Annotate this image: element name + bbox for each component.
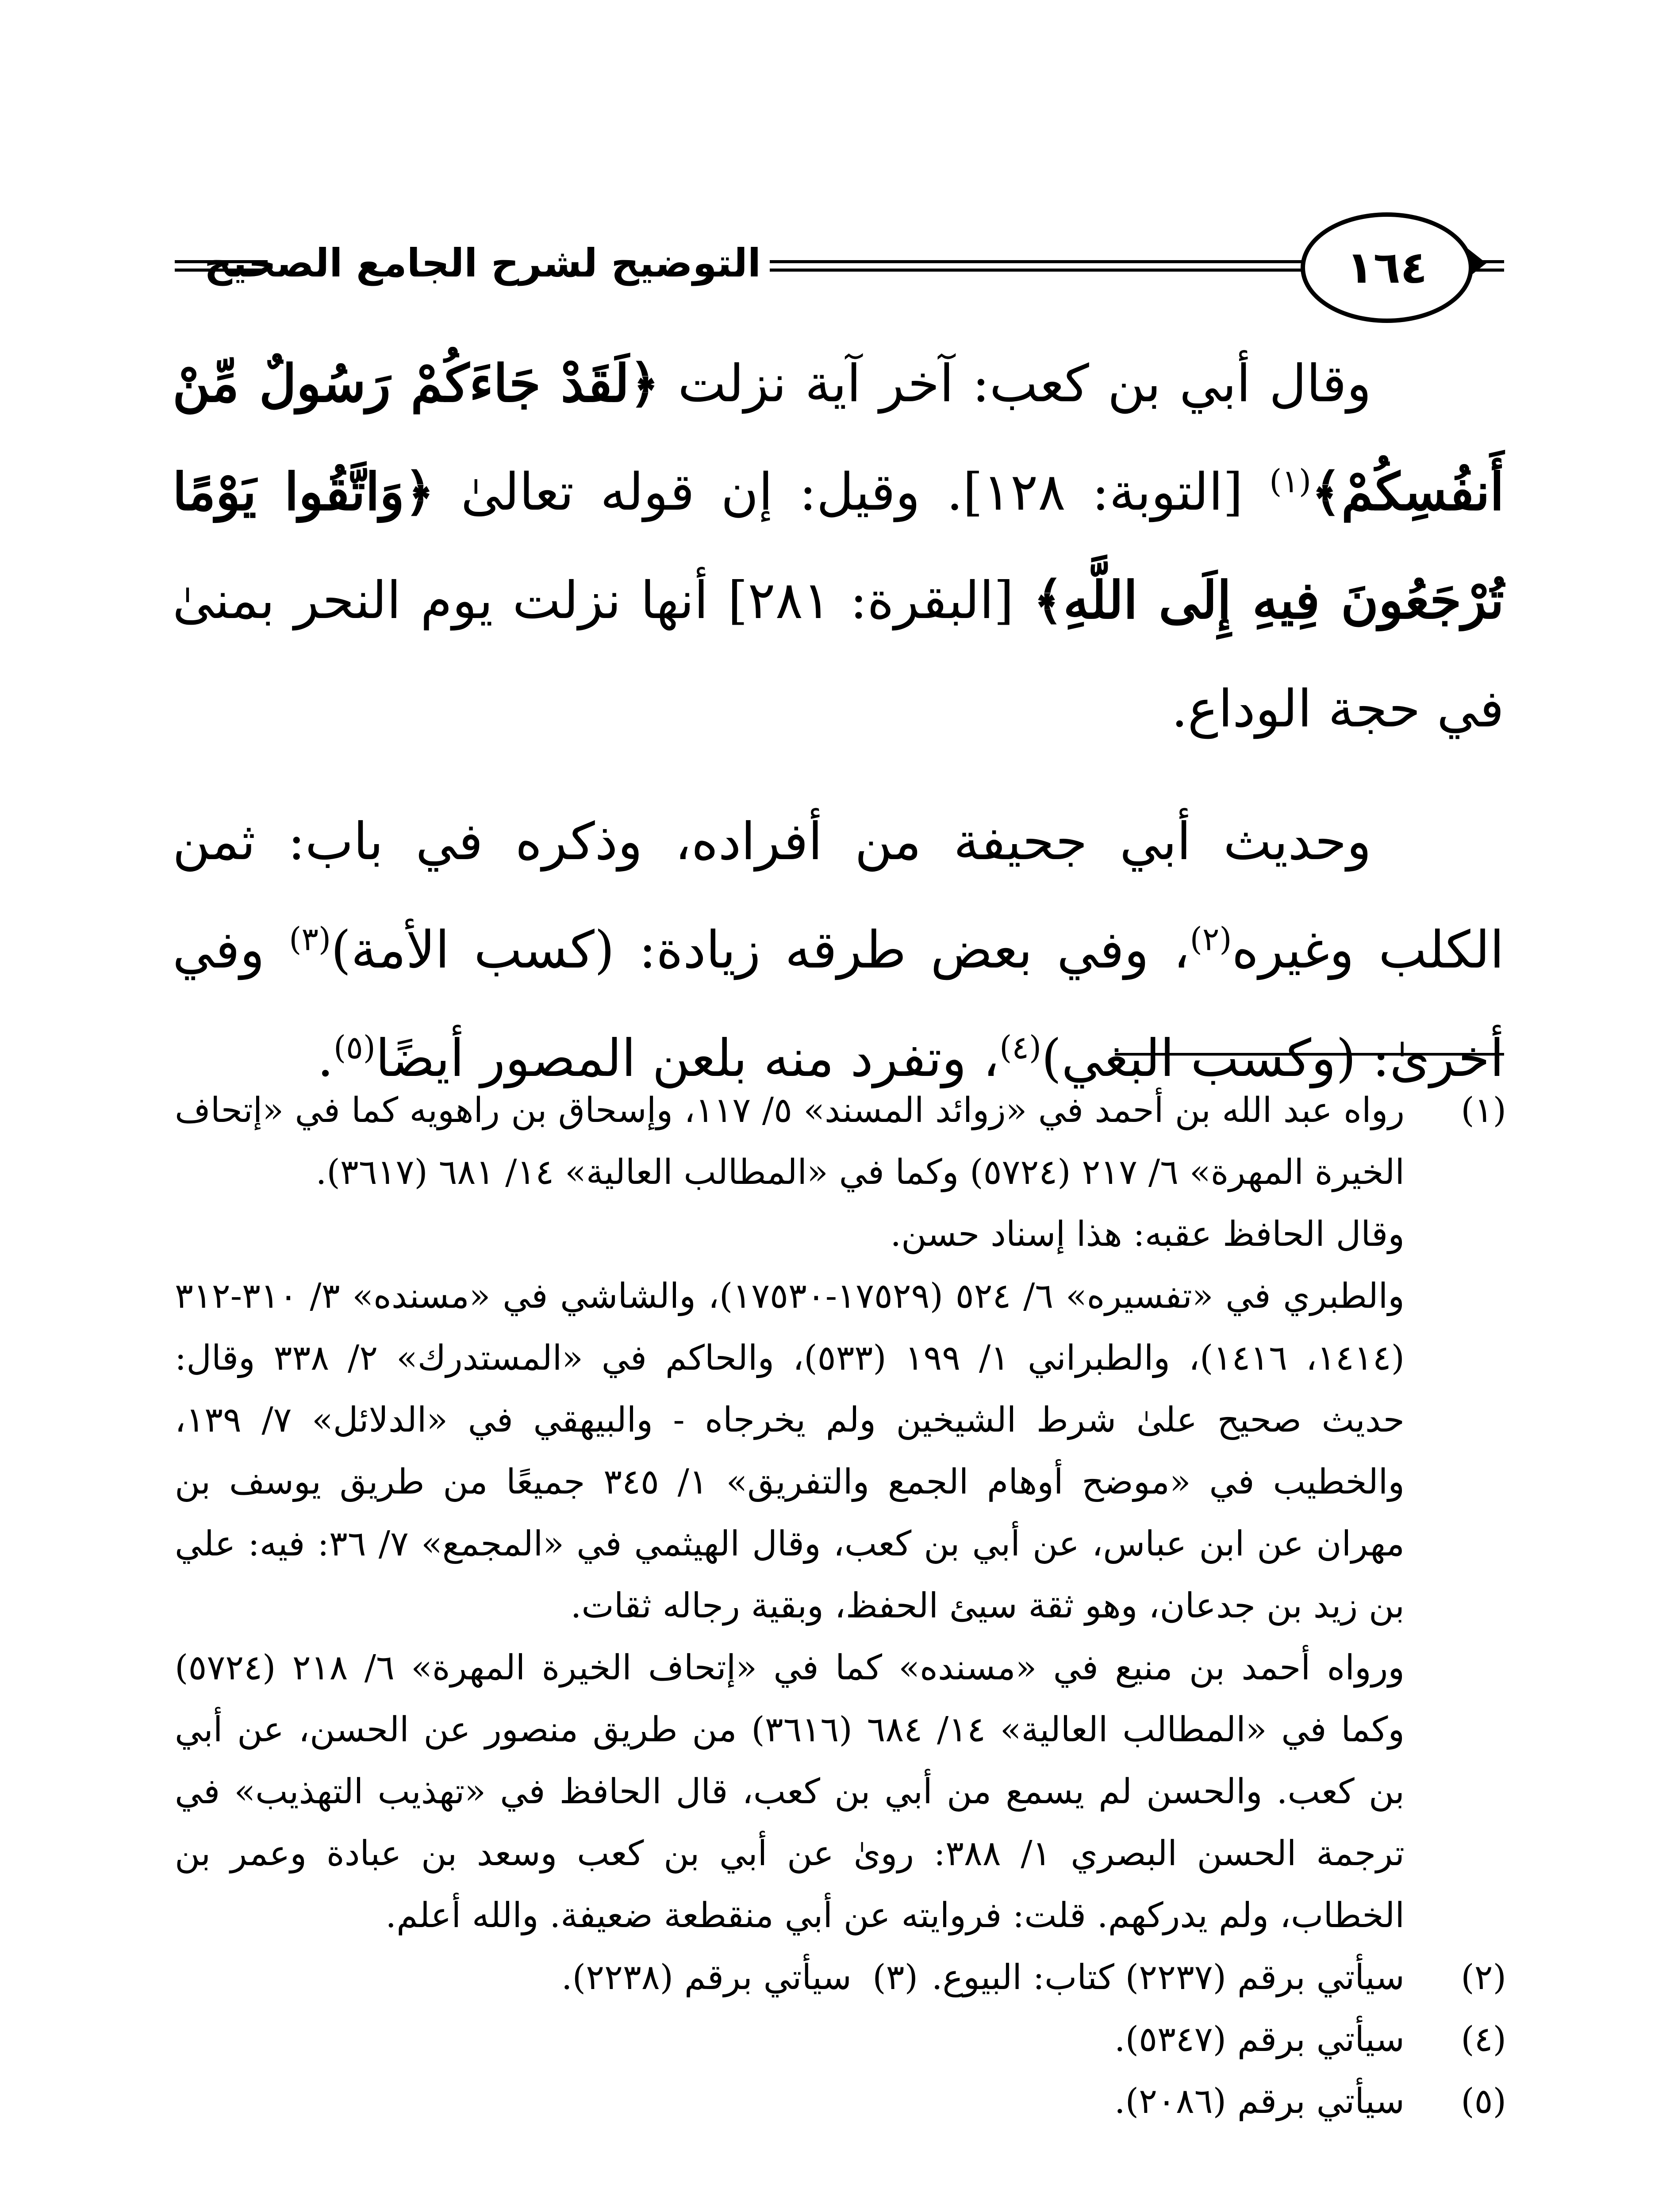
footnote-ref[interactable]: (٣) xyxy=(289,920,331,958)
footnote-line: والطبري في «تفسيره» ٦/ ٥٢٤ (١٧٥٢٩-١٧٥٣٠)، والشاشي في «مسنده» ٣/ ٣١٠-٣١٢ (١٤١٤، ١٤١٦)، والطبراني ١/ ١٩٩ (٥٣٣)، والحاكم في «المستدرك» ٢/ ٣٣٨ وقال: حديث صحيح علىٰ شرط الشيخين ولم يخرجاه - والبيهقي في «الدلائل» ٧/ ١٣٩، والخطيب في «موضح أوهام الجمع والتفريق» ١/ ٣٤٥ جميعًا من طريق يوسف بن مهران عن ابن عباس، عن أبي بن كعب، وقال الهيثمي في «المجمع» ٧/ ٣٦: فيه: علي بن زيد بن جدعان، وهو ثقة سيئ الحفظ، وبقية رجاله ثقات. xyxy=(175,1276,1405,1626)
footnotes xyxy=(175,1079,1506,2132)
footnote-line: ورواه أحمد بن منيع في «مسنده» كما في «إتحاف الخيرة المهرة» ٦/ ٢١٨ (٥٧٢٤) وكما في «المطالب العالية» ١٤/ ٦٨٤ (٣٦١٦) من طريق منصور عن الحسن، عن أبي بن كعب. والحسن لم يسمع من أبي بن كعب، قال الحافظ في «تهذيب التهذيب» في ترجمة الحسن البصري ١/ ٣٨٨: روىٰ عن أبي بن كعب وسعد بن عبادة وعمر بن الخطاب، ولم يدركهم. قلت: فروايته عن أبي منقطعة ضعيفة. والله أعلم. xyxy=(175,1648,1405,1936)
footnote-5 xyxy=(175,2070,1506,2132)
footnote-body: سيأتي برقم (٥٣٤٧). xyxy=(1114,2020,1405,2059)
text-run: ، وتفرد منه بلعن المصور أيضًا xyxy=(375,1029,1000,1088)
page-number: ١٦٤ xyxy=(1346,242,1428,293)
footnote-body: سيأتي برقم (٢٢٣٨). xyxy=(561,1958,852,1997)
footnote-mark: (١) xyxy=(1461,1091,1506,1130)
footnote-mark: (٣) xyxy=(872,1958,918,1997)
text-run: وفي أخرىٰ: (وكسب البغي) xyxy=(173,920,1504,1088)
running-title: التوضيح لشرح الجامع الصحيح xyxy=(204,240,761,286)
page-header xyxy=(0,0,1670,319)
paragraph-ubayy xyxy=(173,330,1504,763)
footnote-4 xyxy=(175,2008,1506,2070)
quran-verse: ﴿لَقَدْ جَاءَكُمْ رَسُولٌ مِّنْ أَنفُسِكُمْ﴾ xyxy=(173,353,1504,522)
footnote-ref[interactable]: (٥) xyxy=(333,1029,376,1066)
footnote-separator xyxy=(1115,1053,1504,1056)
footnote-1 xyxy=(175,1079,1506,1947)
footnote-ref[interactable]: (٢) xyxy=(1190,920,1232,958)
text-run: [التوبة: ١٢٨]. وقيل: إن قوله تعالىٰ xyxy=(434,462,1270,522)
text-run: ، وفي بعض طرقه زيادة: (كسب الأمة) xyxy=(331,920,1190,980)
main-text xyxy=(173,330,1504,1113)
footnote-body: سيأتي برقم (٢٢٣٧) كتاب: البيوع. xyxy=(931,1958,1405,1997)
paragraph-abu-juhayfa xyxy=(173,787,1504,1113)
footnotes-2-3 xyxy=(175,1947,1506,2008)
footnote-line: رواه عبد الله بن أحمد في «زوائد المسند» ٥/ ١١٧، وإسحاق بن راهويه كما في «إتحاف الخيرة المهرة» ٦/ ٢١٧ (٥٧٢٤) وكما في «المطالب العالية» ١٤/ ٦٨١ (٣٦١٧). xyxy=(175,1091,1405,1192)
quran-verse: ﴿وَاتَّقُوا يَوْمًا تُرْجَعُونَ فِيهِ إِلَى اللَّهِ﴾ xyxy=(173,462,1505,630)
footnote-ref[interactable]: (٤) xyxy=(999,1029,1042,1066)
text-run: [البقرة: ٢٨١] أنها نزلت يوم النحر بمنىٰ في حجة الوداع. xyxy=(173,571,1504,739)
footnote-body xyxy=(175,1079,1405,1947)
footnote-ref[interactable]: (١) xyxy=(1269,462,1312,500)
text-run: وحديث أبي جحيفة من أفراده، وذكره في باب: ثمن الكلب وغيره xyxy=(173,812,1505,980)
text-run: . xyxy=(317,1029,334,1088)
footnote-line: وقال الحافظ عقبه: هذا إسناد حسن. xyxy=(890,1214,1405,1254)
footnote-mark: (٢) xyxy=(1461,1958,1506,1997)
footnote-body: سيأتي برقم (٢٠٨٦). xyxy=(1114,2081,1405,2121)
footnote-mark: (٤) xyxy=(1461,2020,1506,2059)
page-number-badge xyxy=(1301,212,1473,323)
footnote-mark: (٥) xyxy=(1461,2081,1506,2121)
footnote-2 xyxy=(918,1947,1506,2008)
header-rule-middle xyxy=(770,260,1305,272)
text-run: وقال أبي بن كعب: آخر آية نزلت xyxy=(659,354,1371,414)
footnote-3 xyxy=(561,1947,918,2008)
